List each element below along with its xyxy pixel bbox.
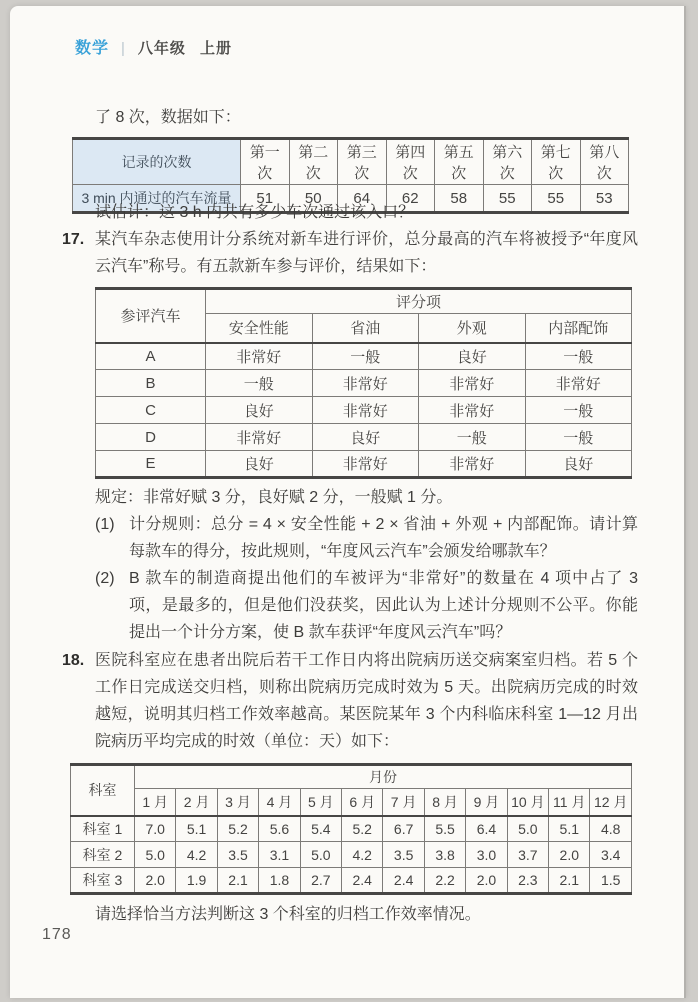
column-header: 第七次 <box>532 139 581 185</box>
value-cell: 6.7 <box>383 816 424 842</box>
page-number: 178 <box>42 926 72 943</box>
value-cell: 5.0 <box>135 842 176 868</box>
value-cell: 1.8 <box>259 868 300 894</box>
traffic-header-row <box>73 139 629 185</box>
department-subheader-row <box>71 789 632 816</box>
value-cell: 良好 <box>419 343 526 370</box>
column-header: 第六次 <box>483 139 532 185</box>
row-label: B <box>96 370 206 397</box>
column-header: 7 月 <box>383 789 424 816</box>
value-cell: 非常好 <box>206 343 313 370</box>
table-row <box>96 424 632 451</box>
value-cell: 2.0 <box>135 868 176 894</box>
estimate-question: 试估计：这 3 h 内共有多少车次通过该入口？ <box>95 204 415 221</box>
value-cell: 4.8 <box>590 816 632 842</box>
value-cell: 2.7 <box>300 868 341 894</box>
value-cell: 2.2 <box>424 868 465 894</box>
value-cell: 2.4 <box>383 868 424 894</box>
value-cell: 3.1 <box>259 842 300 868</box>
question-2 <box>95 565 638 646</box>
table-row <box>96 343 632 370</box>
problem-text: 某汽车杂志使用计分系统对新车进行评价，总分最高的汽车将被授予“年度风云汽车”称号。有五款新车参与评价，结果如下： <box>95 231 638 275</box>
value-cell: 53 <box>580 185 629 213</box>
value-cell: 7.0 <box>135 816 176 842</box>
value-cell: 5.1 <box>549 816 590 842</box>
value-cell: 5.1 <box>176 816 217 842</box>
table-row <box>71 816 632 842</box>
column-header: 外观 <box>419 314 526 343</box>
value-cell: 3.5 <box>383 842 424 868</box>
row-label: D <box>96 424 206 451</box>
corner-cell: 参评汽车 <box>96 289 206 343</box>
value-cell: 3.4 <box>590 842 632 868</box>
column-header: 8 月 <box>424 789 465 816</box>
problem-number: 17. <box>62 231 85 248</box>
volume-label: 上册 <box>199 40 232 57</box>
value-cell: 非常好 <box>312 370 419 397</box>
column-header: 10 月 <box>507 789 548 816</box>
column-header: 5 月 <box>300 789 341 816</box>
value-cell: 一般 <box>312 343 419 370</box>
column-header: 第五次 <box>435 139 484 185</box>
corner-cell: 科室 <box>71 765 135 816</box>
value-cell: 50 <box>289 185 338 213</box>
department-table <box>70 763 632 895</box>
column-header: 1 月 <box>135 789 176 816</box>
value-cell: 3.7 <box>507 842 548 868</box>
column-header: 12 月 <box>590 789 632 816</box>
value-cell: 一般 <box>525 343 632 370</box>
column-header: 2 月 <box>176 789 217 816</box>
value-cell: 一般 <box>419 424 526 451</box>
value-cell: 非常好 <box>419 397 526 424</box>
grade-label: 八年级 <box>137 40 186 57</box>
problem-17 <box>62 226 638 280</box>
value-cell: 非常好 <box>312 397 419 424</box>
question-1 <box>95 511 638 565</box>
closing-instruction: 请选择恰当方法判断这 3 个科室的归档工作效率情况。 <box>95 906 481 923</box>
column-header: 第八次 <box>580 139 629 185</box>
value-cell: 非常好 <box>419 370 526 397</box>
value-cell: 62 <box>386 185 435 213</box>
row-label: E <box>96 451 206 478</box>
value-cell: 64 <box>338 185 387 213</box>
row-label: 科室 3 <box>71 868 135 894</box>
row-label: 科室 2 <box>71 842 135 868</box>
value-cell: 5.6 <box>259 816 300 842</box>
column-header: 第二次 <box>289 139 338 185</box>
value-cell: 1.5 <box>590 868 632 894</box>
value-cell: 良好 <box>206 397 313 424</box>
value-cell: 3.8 <box>424 842 465 868</box>
table-row <box>96 397 632 424</box>
value-cell: 55 <box>483 185 532 213</box>
column-header: 第四次 <box>386 139 435 185</box>
value-cell: 非常好 <box>312 451 419 478</box>
table-row <box>96 370 632 397</box>
value-cell: 6.4 <box>466 816 507 842</box>
row-label: C <box>96 397 206 424</box>
intro-text: 了 8 次，数据如下： <box>95 109 241 126</box>
column-header: 安全性能 <box>206 314 313 343</box>
corner-cell: 记录的次数 <box>73 139 241 185</box>
group-header: 评分项 <box>206 289 632 314</box>
value-cell: 3.5 <box>217 842 258 868</box>
question-2-marker: (2) <box>95 570 115 587</box>
value-cell: 5.4 <box>300 816 341 842</box>
value-cell: 2.0 <box>549 842 590 868</box>
value-cell: 5.0 <box>300 842 341 868</box>
column-header: 4 月 <box>259 789 300 816</box>
value-cell: 2.1 <box>549 868 590 894</box>
rating-group-header-row <box>96 289 632 314</box>
question-2-text: B 款车的制造商提出他们的车被评为“非常好”的数量在 4 项中占了 3 项，是最多的，但是他们没获奖，因此认为上述计分规则不公平。你能提出一个计分方案，使 B 款车获评“年度风云汽车”吗？ <box>129 570 638 641</box>
rating-table <box>95 287 632 479</box>
department-group-header-row <box>71 765 632 789</box>
value-cell: 5.2 <box>217 816 258 842</box>
column-header: 第一次 <box>241 139 290 185</box>
value-cell: 一般 <box>525 424 632 451</box>
value-cell: 51 <box>241 185 290 213</box>
value-cell: 1.9 <box>176 868 217 894</box>
column-header: 省油 <box>312 314 419 343</box>
row-label: 3 min 内通过的汽车流量 <box>73 185 241 213</box>
column-header: 3 月 <box>217 789 258 816</box>
value-cell: 良好 <box>525 451 632 478</box>
column-header: 11 月 <box>549 789 590 816</box>
problem-number: 18. <box>62 652 85 669</box>
value-cell: 一般 <box>206 370 313 397</box>
value-cell: 一般 <box>525 397 632 424</box>
value-cell: 2.3 <box>507 868 548 894</box>
page-header <box>75 35 232 58</box>
value-cell: 5.2 <box>342 816 383 842</box>
column-header: 6 月 <box>342 789 383 816</box>
value-cell: 良好 <box>206 451 313 478</box>
value-cell: 55 <box>532 185 581 213</box>
problem-text: 医院科室应在患者出院后若干工作日内将出院病历送交病案室归档。若 5 个工作日完成送交归档，则称出院病历完成时效为 5 天。出院病历完成的时效越短，说明其归档工作效率越高。某医院某年 3 个内科临床科室 1—12 月出院病历平均完成的时效（单位：天）如下： <box>95 652 638 750</box>
question-1-text: 计分规则：总分 = 4 × 安全性能 + 2 × 省油 + 外观 + 内部配饰。请计算每款车的得分，按此规则，“年度风云汽车”会颁发给哪款车？ <box>129 516 638 560</box>
value-cell: 3.0 <box>466 842 507 868</box>
table-row <box>96 451 632 478</box>
column-header: 9 月 <box>466 789 507 816</box>
value-cell: 5.5 <box>424 816 465 842</box>
value-cell: 4.2 <box>342 842 383 868</box>
row-label: A <box>96 343 206 370</box>
value-cell: 2.0 <box>466 868 507 894</box>
header-separator: | <box>121 40 126 57</box>
rule-text: 规定：非常好赋 3 分，良好赋 2 分，一般赋 1 分。 <box>95 489 453 506</box>
column-header: 第三次 <box>338 139 387 185</box>
value-cell: 非常好 <box>525 370 632 397</box>
row-label: 科室 1 <box>71 816 135 842</box>
value-cell: 良好 <box>312 424 419 451</box>
value-cell: 4.2 <box>176 842 217 868</box>
value-cell: 非常好 <box>206 424 313 451</box>
value-cell: 2.1 <box>217 868 258 894</box>
problem-18 <box>62 647 638 755</box>
value-cell: 2.4 <box>342 868 383 894</box>
column-header: 内部配饰 <box>525 314 632 343</box>
value-cell: 58 <box>435 185 484 213</box>
question-1-marker: (1) <box>95 516 115 533</box>
table-row <box>71 842 632 868</box>
value-cell: 非常好 <box>419 451 526 478</box>
subject-label: 数学 <box>75 40 110 57</box>
group-header: 月份 <box>135 765 632 789</box>
table-row <box>71 868 632 894</box>
value-cell: 5.0 <box>507 816 548 842</box>
